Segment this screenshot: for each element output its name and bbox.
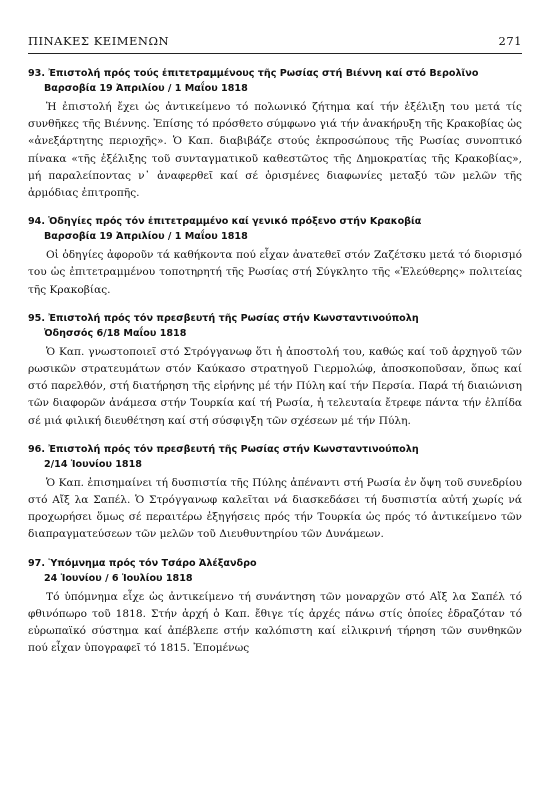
- entry-date: 24 Ἰουνίου / 6 Ἰουλίου 1818: [44, 572, 193, 584]
- entry-heading: [28, 442, 522, 457]
- entry-date: Βαρσοβία 19 Ἀπριλίου / 1 Μαΐου 1818: [44, 83, 248, 94]
- entry-heading: [28, 66, 522, 81]
- entry-summary: Ὁ Καπ. γνωστοποιεῖ στό Στρόγγανωφ ὅτι ἡ ἀποστολή του, καθώς καί τοῦ ἀρχηγοῦ τῶν ρωσικῶν στρατευμάτων στόν Καύκασο στρατηγοῦ Γιερμολώφ, ἀποσκοποῦσαν, ὅπως καί στό παρελθόν, στή διατήρηση τῆς εἰρήνης μέ τήν Πύλη καί τήν Περσία. Παρά τή διαιώνιση τῶν διαφορῶν ἀνάμεσα στήν Τουρκία καί τή Ρωσία, ἡ τελευταία ἔτρεφε πάντα τήν ἐλπίδα σέ μιά φιλική διευθέτηση καί στή σύσφιγξη τῶν σχέσεων μέ τήν Πύλη.: [28, 345, 522, 427]
- entry-summary: Οἱ ὁδηγίες ἀφοροῦν τά καθήκοντα πού εἶχαν ἀνατεθεῖ στόν Ζαζέτσκυ μετά τό διορισμό του ὡς ἐπιτετραμμένου τοποτηρητή τῆς Ρωσίας στή Σύγκλητο τῆς «Ἐλεύθερης» πολιτείας τῆς Κρακοβίας.: [28, 249, 522, 296]
- entry-93: [28, 66, 522, 202]
- entry-title: Ἐπιστολή πρός τόν πρεσβευτή τῆς Ρωσίας στήν Κωνσταντινούπολη: [48, 312, 419, 324]
- entry-number: 97.: [28, 557, 45, 569]
- entry-title: Ὁδηγίες πρός τόν ἐπιτετραμμένο καί γενικό πρόξενο στήν Κρακοβία: [48, 216, 422, 228]
- entry-summary: Ἡ ἐπιστολή ἔχει ὡς ἀντικείμενο τό πολωνικό ζήτημα καί τήν ἐξέλιξη του μετά τίς συνθῆκες τῆς Βιέννης. Ἐπίσης τό πρόσθετο σύμφωνο γιά τήν ἀνακήρυξη τῆς Κρακοβίας ὡς «ἀνεξάρτητης περιοχῆς». Ὁ Καπ. διαβιβάζε στούς ἐκπροσώπους τῆς Ρωσίας συνοπτικό πίνακα «τῆς ἐξέλιξης τοῦ συνταγματικοῦ καθεστῶτος τῆς Δημοκρατίας τῆς Κρακοβίας», μή παραλείποντας ν᾿ ἀναφερθεῖ καί σέ ὁρισμένες διαφωνίες μεταξύ τῶν μελῶν τῆς ἁρμόδιας ἐπιτροπῆς.: [28, 101, 522, 200]
- running-title: ΠΙΝΑΚΕΣ ΚΕΙΜΕΝΩΝ: [28, 34, 170, 48]
- entry-date: Ὀδησσός 6/18 Μαΐου 1818: [44, 327, 187, 339]
- entry-title: Ὑπόμνημα πρός τόν Τσάρο Ἀλέξανδρο: [48, 557, 257, 569]
- entry-95: [28, 311, 522, 430]
- entry-date: Βαρσοβία 19 Ἀπριλίου / 1 Μαΐου 1818: [44, 231, 248, 243]
- entry-summary: Ὁ Καπ. ἐπισημαίνει τή δυσπιστία τῆς Πύλης ἀπέναντι στή Ρωσία ἐν ὄψη τοῦ συνεδρίου στό Αἴξ λα Σαπέλ. Ὁ Στρόγγανωφ καλεῖται νά διασκεδάσει τή δυσπιστία αὐτή χωρίς νά προχωρήσει ὅμως σέ περαιτέρω ἐξηγήσεις πρός τήν Τουρκία ὡς πρός τό ἀντικείμενο τῶν διαπραγματεύσεων τῶν μελῶν τοῦ Διευθυντηρίου τῶν Δυνάμεων.: [28, 476, 522, 541]
- entry-96: [28, 442, 522, 544]
- running-header: [28, 34, 522, 48]
- entry-94: [28, 214, 522, 299]
- entry-number: 93.: [28, 68, 45, 79]
- header-rule: [28, 53, 522, 54]
- entry-number: 95.: [28, 312, 45, 324]
- entry-number: 96.: [28, 443, 45, 455]
- entry-number: 94.: [28, 216, 45, 228]
- entry-97: [28, 556, 522, 658]
- entry-heading: [28, 556, 522, 571]
- entry-heading: [28, 311, 522, 326]
- page-number: 271: [498, 34, 522, 48]
- entry-heading: [28, 214, 522, 229]
- entry-date: 2/14 Ἰουνίου 1818: [44, 458, 142, 470]
- entry-title: Ἐπιστολή πρός τούς ἐπιτετραμμένους τῆς Ρωσίας στή Βιέννη καί στό Βερολῖνο: [48, 68, 479, 79]
- entry-summary: Τό ὑπόμνημα εἶχε ὡς ἀντικείμενο τή συνάντηση τῶν μοναρχῶν στό Αἴξ λα Σαπέλ τό φθινόπωρο τοῦ 1818. Στήν ἀρχή ὁ Καπ. ἔθιγε τίς ἀρχές πάνω στίς ὁποίες ἑδραζόταν τό εὐρωπαϊκό σύστημα καί ἀπέβλεπε στήν καλόπιστη καί εἰλικρινή τήρηση τῶν συνθηκῶν πού εἶχαν ὑπογραφεῖ τό 1815. Ἐπομένως: [28, 590, 522, 655]
- entry-title: Ἐπιστολή πρός τόν πρεσβευτή τῆς Ρωσίας στήν Κωνσταντινούπολη: [48, 443, 419, 455]
